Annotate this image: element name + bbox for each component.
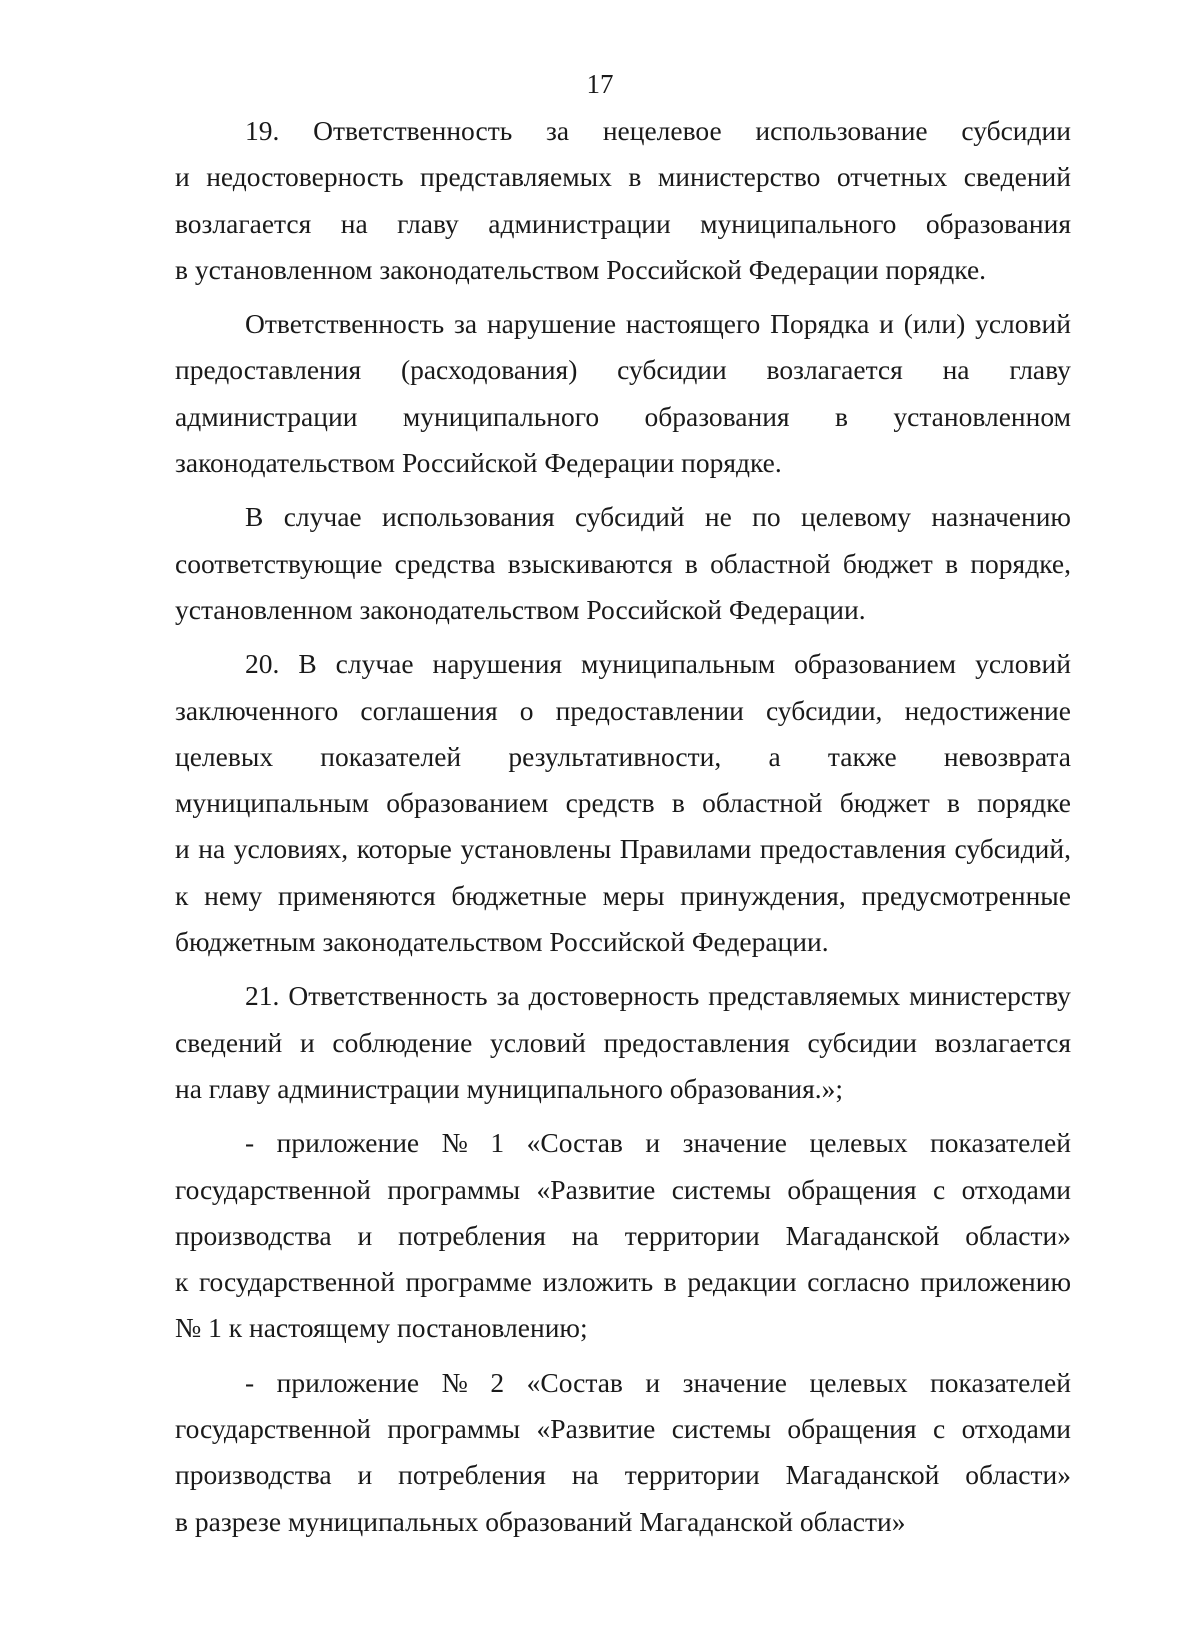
word: соблюдение — [332, 1026, 473, 1058]
word: приложению — [920, 1266, 1071, 1298]
page-number: 17 — [586, 69, 614, 99]
text-line — [175, 108, 1071, 154]
word: целевому — [800, 501, 911, 533]
word: образований — [485, 1505, 633, 1537]
word: за — [496, 980, 520, 1012]
text-line — [175, 780, 1071, 826]
paragraph — [175, 973, 1071, 1112]
word: Порядка — [770, 308, 870, 340]
word: и — [645, 1366, 661, 1398]
word: целевых — [175, 740, 274, 772]
word: № 1 к настоящему постановлению; — [175, 1312, 588, 1344]
word: потребления — [398, 1459, 546, 1491]
text-line — [175, 301, 1071, 347]
text-line — [175, 347, 1071, 393]
word: а — [768, 740, 781, 772]
paragraph — [175, 641, 1071, 965]
word: предоставления — [759, 833, 946, 865]
word: о — [519, 694, 534, 726]
paragraph — [175, 1360, 1071, 1545]
word: № — [441, 1366, 468, 1398]
word: образования — [925, 207, 1071, 239]
word: и — [175, 161, 190, 193]
text-line — [175, 440, 1071, 486]
text-line — [175, 1360, 1071, 1406]
word: областной — [710, 547, 831, 579]
text-line — [175, 247, 1071, 293]
word: значение — [682, 1366, 788, 1398]
word: (расходования) — [400, 354, 578, 386]
text-line — [175, 641, 1071, 687]
word: нецелевое — [602, 115, 722, 146]
text-line — [175, 826, 1071, 872]
word: (или) — [903, 308, 966, 340]
word: предоставления — [175, 354, 362, 386]
word: муниципального — [402, 400, 600, 432]
word: предоставлении — [555, 694, 744, 726]
word: территории — [624, 1459, 760, 1491]
word: установленном законодательством Российской Федерации. — [175, 593, 866, 625]
text-line — [175, 541, 1071, 587]
word: на — [571, 1459, 599, 1491]
word: в — [628, 161, 642, 193]
word: 19. — [245, 115, 280, 146]
word: производства — [175, 1459, 332, 1491]
word: нарушение — [486, 308, 617, 340]
word: использование — [755, 115, 928, 146]
word: программе — [405, 1266, 532, 1298]
text-line — [175, 394, 1071, 440]
text-line — [175, 1120, 1071, 1166]
word: недостоверность — [206, 161, 404, 193]
word: территории — [624, 1219, 760, 1251]
word: муниципальным — [581, 648, 776, 680]
word: производства — [175, 1219, 332, 1251]
word: представляемых — [419, 161, 612, 193]
word: взыскиваются — [507, 547, 673, 579]
word: возлагается — [766, 354, 903, 386]
word: области» — [965, 1459, 1071, 1491]
word: субсидий, — [954, 833, 1071, 865]
word: государственной — [175, 1173, 371, 1205]
word: целевых — [809, 1127, 908, 1159]
word: которые — [356, 833, 452, 865]
word: заключенного — [175, 694, 339, 726]
word: Магаданской — [785, 1219, 940, 1251]
word: средств — [565, 787, 655, 819]
word: случае — [283, 501, 362, 533]
word: в — [663, 1266, 677, 1298]
word: с — [932, 1413, 946, 1445]
text-line — [175, 1259, 1071, 1305]
word: порядке, — [970, 547, 1071, 579]
word: условиях, — [233, 833, 349, 865]
word: и — [175, 833, 190, 865]
word: «Развитие — [536, 1413, 656, 1445]
word: меры — [602, 879, 665, 911]
word: приложение — [276, 1366, 420, 1398]
word: области» — [799, 1505, 906, 1537]
word: соответствующие — [175, 547, 383, 579]
word: В — [245, 501, 264, 533]
word: субсидии — [617, 354, 727, 386]
word: главу — [1009, 354, 1071, 386]
word: недостижение — [904, 694, 1071, 726]
word: сведений — [175, 1026, 283, 1058]
word: в — [175, 1505, 188, 1537]
word: нему — [204, 879, 263, 911]
word: в — [945, 547, 959, 579]
word: не — [704, 501, 732, 533]
word: «Состав — [526, 1127, 623, 1159]
word: Ответственность — [245, 308, 445, 340]
word: на — [340, 207, 368, 239]
word: установлены — [460, 833, 612, 865]
paragraph — [175, 1120, 1071, 1351]
word: «Развитие — [536, 1173, 656, 1205]
word: также — [827, 740, 897, 772]
word: показателей — [320, 740, 462, 772]
word: обращения — [787, 1173, 917, 1205]
word: Магаданской — [785, 1459, 940, 1491]
word: Ответственность — [313, 115, 513, 146]
word: бюджет — [839, 787, 930, 819]
word: министерству — [909, 980, 1071, 1012]
text-line — [175, 688, 1071, 734]
word: целевых — [809, 1366, 908, 1398]
text-line — [175, 1452, 1071, 1498]
text-line — [175, 1305, 1071, 1351]
text-line — [175, 1020, 1071, 1066]
word: государственной — [198, 1266, 395, 1298]
word: администрации — [175, 400, 358, 432]
word: результативности, — [508, 740, 722, 772]
word: в установленном законодательством Российской Федерации порядке. — [175, 253, 987, 285]
word: предусмотренные — [861, 879, 1071, 911]
word: муниципальных — [287, 1505, 479, 1537]
word: невозврата — [943, 740, 1071, 772]
text-line — [175, 587, 1071, 633]
word: по — [752, 501, 781, 533]
word: условий — [975, 648, 1071, 680]
word: отчетных — [836, 161, 948, 193]
word: назначению — [931, 501, 1071, 533]
word: принуждения, — [680, 879, 846, 911]
word: за — [546, 115, 570, 146]
text-line — [175, 734, 1071, 780]
word: к — [175, 1266, 189, 1298]
word: нарушения — [432, 648, 563, 680]
word: и — [357, 1219, 373, 1251]
word: и — [357, 1459, 373, 1491]
word: «Состав — [526, 1366, 623, 1398]
word: в — [684, 547, 698, 579]
word: отходами — [961, 1413, 1071, 1445]
word: в — [834, 400, 848, 432]
word: и — [879, 308, 894, 340]
word: администрации — [488, 207, 671, 239]
word: и — [645, 1127, 661, 1159]
word: образования — [644, 400, 790, 432]
word: на — [571, 1219, 599, 1251]
word: системы — [671, 1413, 771, 1445]
word: бюджет — [842, 547, 933, 579]
word: 21. — [245, 980, 280, 1012]
word: № — [441, 1127, 468, 1159]
word: приложение — [276, 1127, 420, 1159]
word: - — [245, 1127, 255, 1159]
word: за — [454, 308, 478, 340]
word: порядке — [977, 787, 1071, 819]
word: показателей — [930, 1366, 1071, 1398]
word: обращения — [787, 1413, 917, 1445]
word: значение — [682, 1127, 788, 1159]
text-line — [175, 154, 1071, 200]
word: соглашения — [360, 694, 498, 726]
word: главу — [397, 207, 459, 239]
text-line — [175, 919, 1071, 965]
word: областной — [702, 787, 823, 819]
word: предоставления — [603, 1026, 790, 1058]
word: к — [175, 879, 189, 911]
word: редакции — [687, 1266, 797, 1298]
word: средства — [394, 547, 496, 579]
word: Ответственность — [288, 980, 488, 1012]
text-line — [175, 1499, 1071, 1545]
word: муниципальным — [175, 787, 370, 819]
word: министерство — [657, 161, 821, 193]
word: Магаданской — [639, 1505, 793, 1537]
word: показателей — [930, 1127, 1071, 1159]
word: на — [942, 354, 970, 386]
text-line — [175, 201, 1071, 247]
word: возлагается — [934, 1026, 1071, 1058]
word: установленном — [893, 400, 1071, 432]
word: субсидий — [574, 501, 685, 533]
word: субсидии, — [765, 694, 883, 726]
word: программы — [387, 1173, 521, 1205]
word: образованием — [386, 787, 549, 819]
word: В — [298, 648, 317, 680]
word: в — [946, 787, 960, 819]
word: муниципального — [700, 207, 897, 239]
word: бюджетные — [451, 879, 587, 911]
word: системы — [671, 1173, 771, 1205]
word: случае — [335, 648, 414, 680]
word: на главу администрации муниципального образования.»; — [175, 1072, 844, 1104]
text-line — [175, 873, 1071, 919]
word: области» — [965, 1219, 1071, 1251]
word: использования — [381, 501, 555, 533]
word: сведений — [963, 161, 1071, 193]
word: - — [245, 1366, 255, 1398]
word: в — [671, 787, 685, 819]
word: субсидии — [807, 1026, 918, 1058]
word: Правилами — [619, 833, 752, 865]
word: разрезе — [194, 1505, 282, 1537]
word: условий — [975, 308, 1071, 340]
word: на — [198, 833, 226, 865]
word: 20. — [245, 648, 280, 680]
word: и — [299, 1026, 315, 1058]
word: бюджетным законодательством Российской Федерации. — [175, 926, 829, 958]
word: программы — [387, 1413, 521, 1445]
word: с — [932, 1173, 946, 1205]
word: субсидии — [961, 115, 1071, 146]
word: достоверность — [528, 980, 700, 1012]
word: потребления — [398, 1219, 546, 1251]
text-line — [175, 1406, 1071, 1452]
text-line — [175, 1167, 1071, 1213]
word: 1 — [490, 1127, 505, 1159]
paragraph — [175, 494, 1071, 633]
word: согласно — [807, 1266, 910, 1298]
word: 2 — [490, 1366, 505, 1398]
word: условий — [490, 1026, 586, 1058]
word: настоящего — [625, 308, 761, 340]
text-line — [175, 973, 1071, 1019]
paragraph — [175, 301, 1071, 486]
text-line — [175, 494, 1071, 540]
word: образованием — [794, 648, 957, 680]
word: отходами — [961, 1173, 1071, 1205]
word: законодательством Российской Федерации порядке. — [175, 447, 782, 479]
word: изложить — [542, 1266, 654, 1298]
word: государственной — [175, 1413, 371, 1445]
word: применяются — [278, 879, 436, 911]
word: представляемых — [708, 980, 901, 1012]
word: возлагается — [175, 207, 312, 239]
paragraph — [175, 108, 1071, 293]
text-line — [175, 1066, 1071, 1112]
text-line — [175, 1213, 1071, 1259]
